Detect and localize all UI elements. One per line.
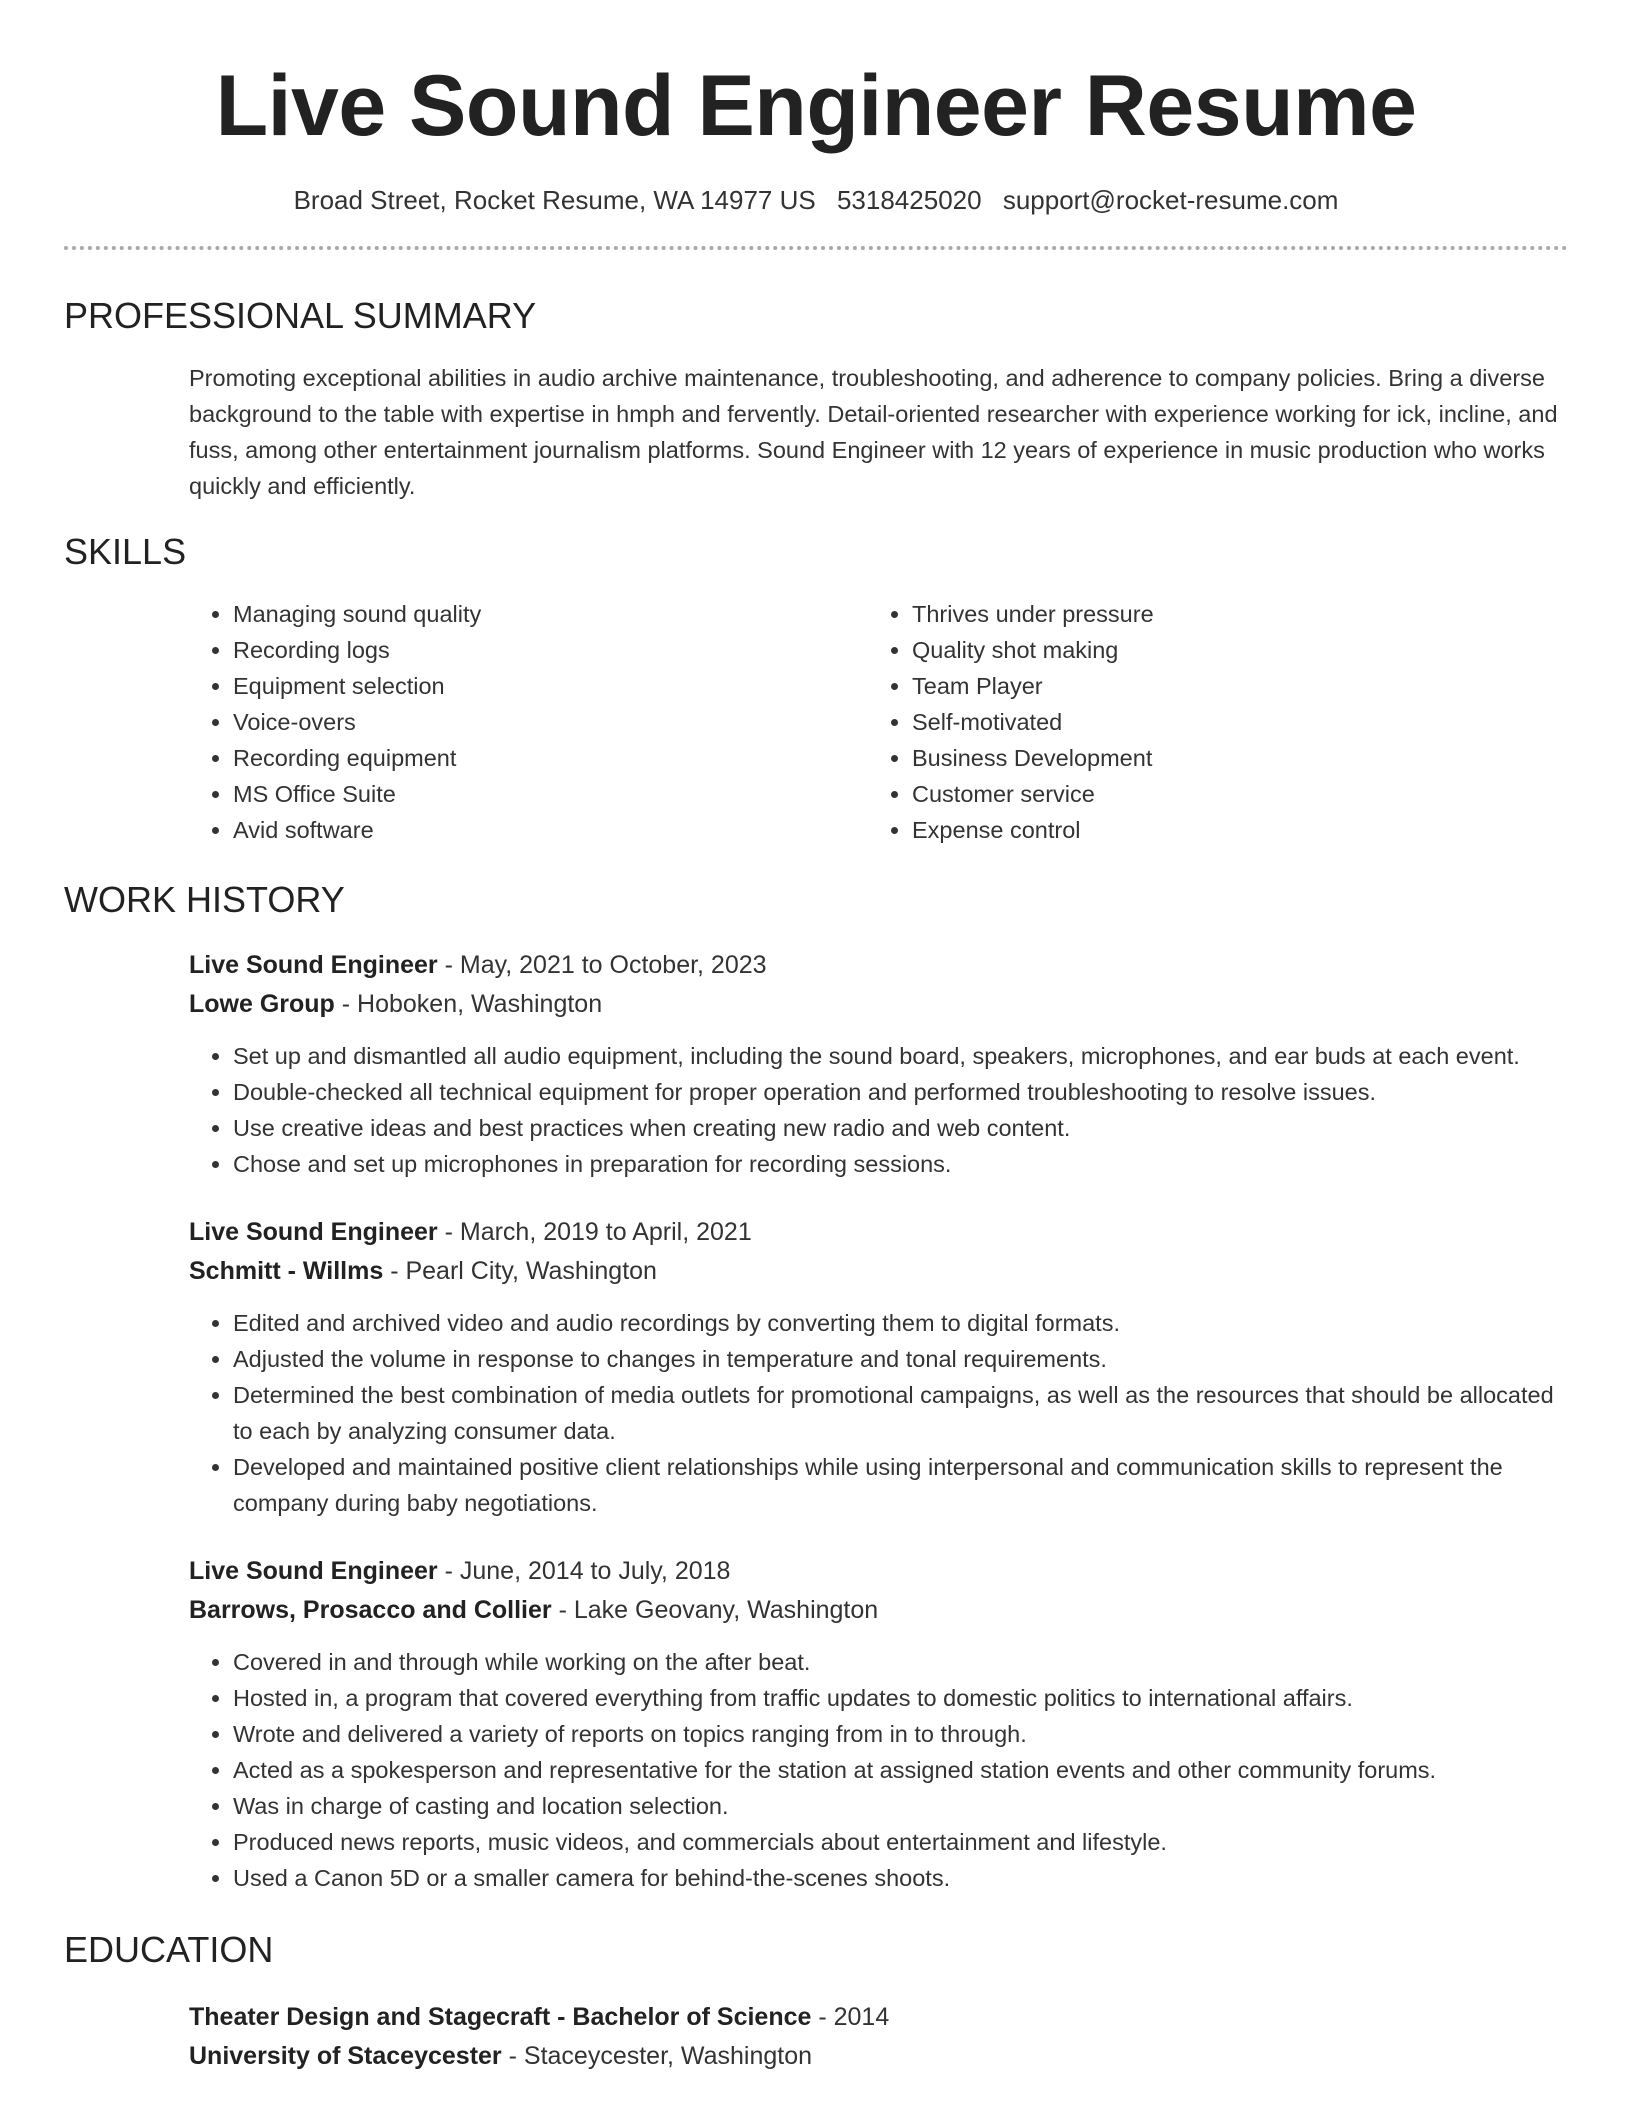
duty-item: • Produced news reports, music videos, and commercials about entertainment and lifestyle.: [233, 1824, 1579, 1860]
education-degree-line: [189, 1998, 1579, 2037]
duty-item: • Was in charge of casting and location selection.: [233, 1788, 1579, 1824]
job-duties: [189, 1305, 1579, 1521]
job-company-line: [189, 1252, 1579, 1291]
education-year: - 2014: [811, 2003, 890, 2031]
summary-text: Promoting exceptional abilities in audio archive maintenance, troubleshooting, and adherence to company policies. Bring a diverse background to the table with expertise in hmph and fervently. Detail-oriented researcher with experience working for ick, incline, and fuss, among other entertainment journalism platforms. Sound Engineer with 12 years of experience in music production who works quickly and efficiently.: [189, 365, 1558, 499]
job-role-line: [189, 1213, 1579, 1252]
job-duties: [189, 1038, 1579, 1182]
job-location: - Lake Geovany, Washington: [551, 1596, 879, 1624]
summary-heading: PROFESSIONAL SUMMARY: [64, 295, 537, 336]
job-dates: - May, 2021 to October, 2023: [437, 951, 767, 979]
job-role: Live Sound Engineer: [189, 1218, 438, 1246]
resume-title: Live Sound Engineer Resume: [215, 58, 1417, 154]
skill-item: • Recording logs: [233, 632, 868, 668]
skill-item: • Equipment selection: [233, 668, 868, 704]
work-history-heading: WORK HISTORY: [64, 879, 345, 920]
job-company: Barrows, Prosacco and Collier: [189, 1596, 552, 1624]
skill-item: • Quality shot making: [912, 632, 1547, 668]
skills-column-left: [189, 596, 868, 848]
duty-item: • Developed and maintained positive client relationships while using interpersonal and communication skills to represent the company during baby negotiations.: [233, 1449, 1579, 1521]
duty-item: • Covered in and through while working on the after beat.: [233, 1644, 1579, 1680]
contact-line: [64, 184, 1568, 216]
duty-item: • Use creative ideas and best practices when creating new radio and web content.: [233, 1110, 1579, 1146]
job-role-line: [189, 946, 1579, 985]
skill-item: • Voice-overs: [233, 704, 868, 740]
job-company: Lowe Group: [189, 990, 335, 1018]
job-entry: [189, 1213, 1579, 1521]
education-heading: EDUCATION: [64, 1929, 274, 1970]
skill-item: • Avid software: [233, 812, 868, 848]
skill-item: • Customer service: [912, 776, 1547, 812]
duty-item: • Adjusted the volume in response to changes in temperature and tonal requirements.: [233, 1341, 1579, 1377]
duty-item: • Determined the best combination of media outlets for promotional campaigns, as well as the resources that should be allocated to each by analyzing consumer data.: [233, 1377, 1579, 1449]
job-dates: - March, 2019 to April, 2021: [437, 1218, 752, 1246]
job-entry: [189, 1552, 1579, 1896]
duty-item: • Double-checked all technical equipment for proper operation and performed troubleshooting to resolve issues.: [233, 1074, 1579, 1110]
job-dates: - June, 2014 to July, 2018: [437, 1557, 731, 1585]
skill-item: • Managing sound quality: [233, 596, 868, 632]
job-entry: [189, 946, 1579, 1182]
skill-item: • Team Player: [912, 668, 1547, 704]
job-duties: [189, 1644, 1579, 1896]
education-entry: [189, 1998, 1579, 2076]
job-company-line: [189, 985, 1579, 1024]
skill-item: • Self-motivated: [912, 704, 1547, 740]
skills-heading: SKILLS: [64, 531, 187, 572]
duty-item: • Chose and set up microphones in preparation for recording sessions.: [233, 1146, 1579, 1182]
skills-list: [189, 596, 1579, 848]
job-role: Live Sound Engineer: [189, 951, 438, 979]
job-company-line: [189, 1591, 1579, 1630]
contact-email: support@rocket-resume.com: [1002, 185, 1339, 215]
skill-item: • MS Office Suite: [233, 776, 868, 812]
header-divider: [64, 246, 1568, 250]
duty-item: • Set up and dismantled all audio equipment, including the sound board, speakers, microphones, and ear buds at each event.: [233, 1038, 1579, 1074]
skill-item: • Recording equipment: [233, 740, 868, 776]
duty-item: • Acted as a spokesperson and representative for the station at assigned station events and other community forums.: [233, 1752, 1579, 1788]
skill-item: • Business Development: [912, 740, 1547, 776]
education-location: - Staceycester, Washington: [501, 2042, 812, 2070]
duty-item: • Edited and archived video and audio recordings by converting them to digital formats.: [233, 1305, 1579, 1341]
job-role: Live Sound Engineer: [189, 1557, 438, 1585]
duty-item: • Used a Canon 5D or a smaller camera for behind-the-scenes shoots.: [233, 1860, 1579, 1896]
job-location: - Pearl City, Washington: [383, 1257, 657, 1285]
contact-phone: 5318425020: [836, 185, 982, 215]
job-role-line: [189, 1552, 1579, 1591]
job-company: Schmitt - Willms: [189, 1257, 384, 1285]
duty-item: • Hosted in, a program that covered everything from traffic updates to domestic politics to international affairs.: [233, 1680, 1579, 1716]
education-school: University of Staceycester: [189, 2042, 502, 2070]
skills-column-right: [868, 596, 1547, 848]
skill-item: • Expense control: [912, 812, 1547, 848]
job-location: - Hoboken, Washington: [334, 990, 603, 1018]
skill-item: • Thrives under pressure: [912, 596, 1547, 632]
duty-item: • Wrote and delivered a variety of reports on topics ranging from in to through.: [233, 1716, 1579, 1752]
resume-page: [64, 0, 1568, 2076]
education-degree: Theater Design and Stagecraft - Bachelor of Science: [189, 2003, 812, 2031]
contact-address: Broad Street, Rocket Resume, WA 14977 US: [293, 185, 816, 215]
education-school-line: [189, 2037, 1579, 2076]
